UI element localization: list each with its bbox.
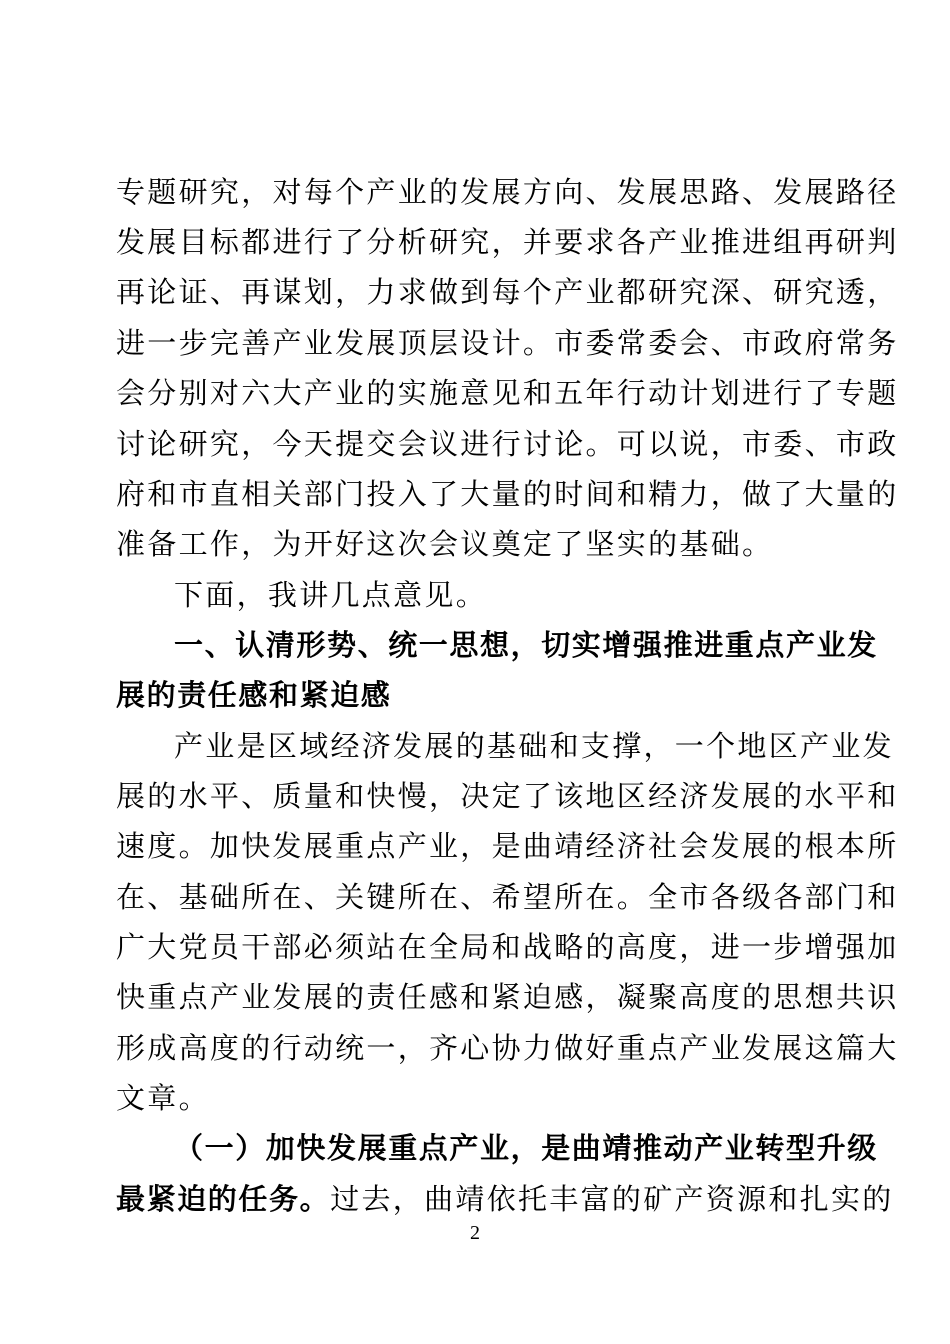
body-line-17: 过去，曲靖依托丰富的矿产资源和扎实的: [330, 1182, 894, 1216]
page-number: 2: [470, 1222, 480, 1244]
body-line-8: 准备工作，为开好这次会议奠定了坚实的基础。: [116, 527, 774, 561]
body-line-15: 形成高度的行动统一，齐心协力做好重点产业发展这篇大: [116, 1031, 899, 1065]
body-line-16: 文章。: [116, 1081, 210, 1115]
body-line-6: 讨论研究，今天提交会议进行讨论。可以说，市委、市政: [116, 427, 899, 461]
body-line-11: 速度。加快发展重点产业，是曲靖经济社会发展的根本所: [116, 829, 899, 863]
section-heading-line-2: 展的责任感和紧迫感: [116, 678, 392, 712]
body-line-14: 快重点产业发展的责任感和紧迫感，凝聚高度的思想共识: [116, 980, 899, 1014]
section-heading-line-1: 一、认清形势、统一思想，切实增强推进重点产业发: [174, 628, 878, 662]
body-line-5: 会分别对六大产业的实施意见和五年行动计划进行了专题: [116, 376, 899, 410]
body-line-1: 专题研究，对每个产业的发展方向、发展思路、发展路径: [116, 175, 899, 209]
subsection-heading-line-1: （一）加快发展重点产业，是曲靖推动产业转型升级: [174, 1131, 878, 1165]
body-line-4: 进一步完善产业发展顶层设计。市委常委会、市政府常务: [116, 326, 899, 360]
body-line-10: 展的水平、质量和快慢，决定了该地区经济发展的水平和: [116, 779, 899, 813]
subsection-heading-end: 最紧迫的任务。: [116, 1182, 331, 1216]
body-line-12: 在、基础所在、关键所在、希望所在。全市各级各部门和: [116, 880, 899, 914]
body-line-13: 广大党员干部必须站在全局和战略的高度，进一步增强加: [116, 930, 899, 964]
body-line-7: 府和市直相关部门投入了大量的时间和精力，做了大量的: [116, 477, 899, 511]
body-line-2: 发展目标都进行了分析研究，并要求各产业推进组再研判: [116, 225, 899, 259]
body-line-9: 产业是区域经济发展的基础和支撑，一个地区产业发: [174, 729, 894, 763]
body-line-3: 再论证、再谋划，力求做到每个产业都研究深、研究透，: [116, 275, 899, 309]
paragraph-intro: 下面，我讲几点意见。: [174, 578, 488, 612]
subsection-line-2: [116, 1179, 894, 1219]
